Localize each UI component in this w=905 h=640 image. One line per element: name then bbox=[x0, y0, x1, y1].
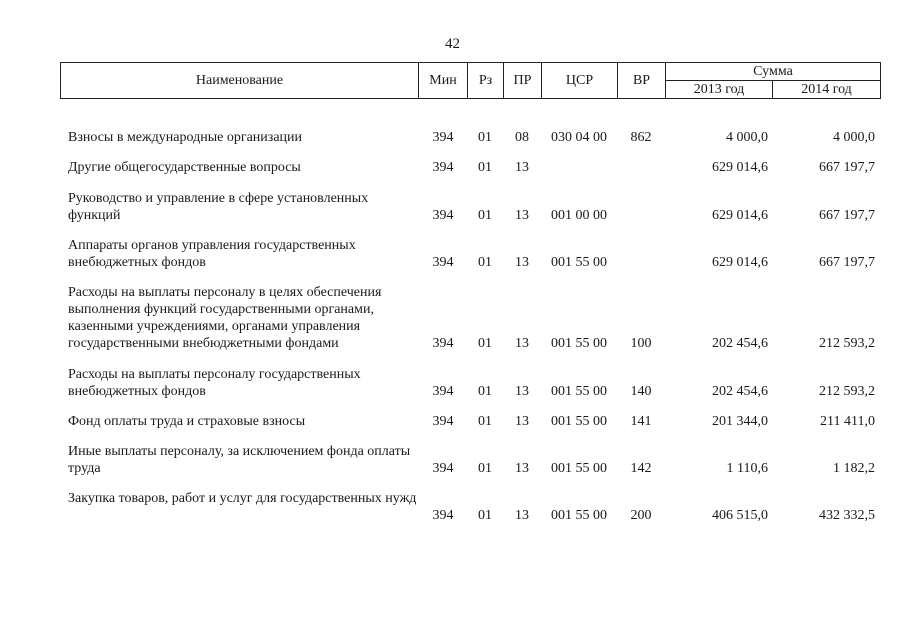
header-pr: ПР bbox=[504, 63, 542, 99]
row-name: Расходы на выплаты персоналу в целях обеспечения выполнения функций государственными органами, казенными учреждениями, органами управления государственными внебюджетными фондами bbox=[68, 285, 382, 351]
row-rz: 01 bbox=[478, 208, 492, 223]
row-rz: 01 bbox=[478, 160, 492, 175]
table-row bbox=[0, 159, 905, 176]
row-sum-2014: 667 197,7 bbox=[819, 208, 875, 223]
row-rz: 01 bbox=[478, 414, 492, 429]
row-csr: 001 55 00 bbox=[551, 461, 607, 476]
row-sum-2013: 202 454,6 bbox=[712, 384, 768, 399]
row-pr: 13 bbox=[515, 255, 529, 270]
table-row bbox=[0, 490, 905, 524]
row-sum-2013: 202 454,6 bbox=[712, 336, 768, 351]
header-rz: Рз bbox=[468, 63, 504, 99]
row-rz: 01 bbox=[478, 336, 492, 351]
row-sum-2013: 1 110,6 bbox=[726, 461, 768, 476]
row-sum-2014: 4 000,0 bbox=[833, 130, 875, 145]
row-pr: 13 bbox=[515, 160, 529, 175]
header-year-2014: 2014 год bbox=[773, 81, 881, 99]
row-name: Фонд оплаты труда и страховые взносы bbox=[68, 414, 306, 429]
row-min: 394 bbox=[432, 384, 454, 399]
row-name: Руководство и управление в сфере установленных функций bbox=[68, 191, 369, 223]
table-row bbox=[0, 237, 905, 271]
row-csr: 001 55 00 bbox=[551, 384, 607, 399]
row-csr: 001 55 00 bbox=[551, 255, 607, 270]
row-sum-2014: 1 182,2 bbox=[833, 461, 875, 476]
row-vr: 200 bbox=[630, 508, 652, 523]
row-name: Иные выплаты персоналу, за исключением фонда оплаты труда bbox=[68, 444, 411, 476]
row-rz: 01 bbox=[478, 461, 492, 476]
row-csr: 001 55 00 bbox=[551, 508, 607, 523]
row-pr: 13 bbox=[515, 208, 529, 223]
row-sum-2014: 211 411,0 bbox=[820, 414, 875, 429]
header-csr: ЦСР bbox=[542, 63, 618, 99]
row-rz: 01 bbox=[478, 130, 492, 145]
row-pr: 13 bbox=[515, 461, 529, 476]
row-name: Расходы на выплаты персоналу государственных внебюджетных фондов bbox=[68, 367, 361, 399]
row-sum-2013: 629 014,6 bbox=[712, 160, 768, 175]
row-min: 394 bbox=[432, 160, 454, 175]
row-min: 394 bbox=[432, 208, 454, 223]
page-number: 42 bbox=[445, 36, 460, 52]
row-pr: 13 bbox=[515, 336, 529, 351]
row-csr: 001 00 00 bbox=[551, 208, 607, 223]
row-pr: 13 bbox=[515, 384, 529, 399]
row-rz: 01 bbox=[478, 384, 492, 399]
row-sum-2013: 406 515,0 bbox=[712, 508, 768, 523]
row-sum-2014: 432 332,5 bbox=[819, 508, 875, 523]
row-vr: 862 bbox=[630, 130, 652, 145]
row-sum-2014: 212 593,2 bbox=[819, 336, 875, 351]
row-sum-2013: 4 000,0 bbox=[726, 130, 768, 145]
row-name: Другие общегосударственные вопросы bbox=[68, 160, 301, 175]
row-vr: 141 bbox=[630, 414, 652, 429]
row-sum-2013: 201 344,0 bbox=[712, 414, 768, 429]
row-pr: 08 bbox=[515, 130, 529, 145]
row-vr: 140 bbox=[630, 384, 652, 399]
table-row bbox=[0, 413, 905, 430]
row-sum-2014: 667 197,7 bbox=[819, 255, 875, 270]
row-min: 394 bbox=[432, 508, 454, 523]
row-vr: 142 bbox=[630, 461, 652, 476]
table-row bbox=[0, 190, 905, 224]
row-sum-2014: 212 593,2 bbox=[819, 384, 875, 399]
table-row bbox=[0, 366, 905, 400]
row-sum-2014: 667 197,7 bbox=[819, 160, 875, 175]
row-csr: 001 55 00 bbox=[551, 414, 607, 429]
row-min: 394 bbox=[432, 414, 454, 429]
row-min: 394 bbox=[432, 130, 454, 145]
row-vr: 100 bbox=[630, 336, 652, 351]
header-summa: Сумма bbox=[666, 63, 881, 81]
row-pr: 13 bbox=[515, 414, 529, 429]
table-row bbox=[0, 443, 905, 477]
row-rz: 01 bbox=[478, 508, 492, 523]
row-sum-2013: 629 014,6 bbox=[712, 255, 768, 270]
row-min: 394 bbox=[432, 336, 454, 351]
table-row bbox=[0, 129, 905, 146]
row-min: 394 bbox=[432, 461, 454, 476]
row-pr: 13 bbox=[515, 508, 529, 523]
row-min: 394 bbox=[432, 255, 454, 270]
row-sum-2013: 629 014,6 bbox=[712, 208, 768, 223]
header-vr: ВР bbox=[618, 63, 666, 99]
row-name: Аппараты органов управления государственных внебюджетных фондов bbox=[68, 238, 356, 270]
header-name: Наименование bbox=[61, 63, 419, 99]
row-name: Закупка товаров, работ и услуг для государственных нужд bbox=[68, 491, 417, 506]
header-min: Мин bbox=[419, 63, 468, 99]
row-rz: 01 bbox=[478, 255, 492, 270]
row-csr: 001 55 00 bbox=[551, 336, 607, 351]
row-csr: 030 04 00 bbox=[551, 130, 607, 145]
row-name: Взносы в международные организации bbox=[68, 130, 303, 145]
header-year-2013: 2013 год bbox=[666, 81, 773, 99]
table-row bbox=[0, 284, 905, 352]
